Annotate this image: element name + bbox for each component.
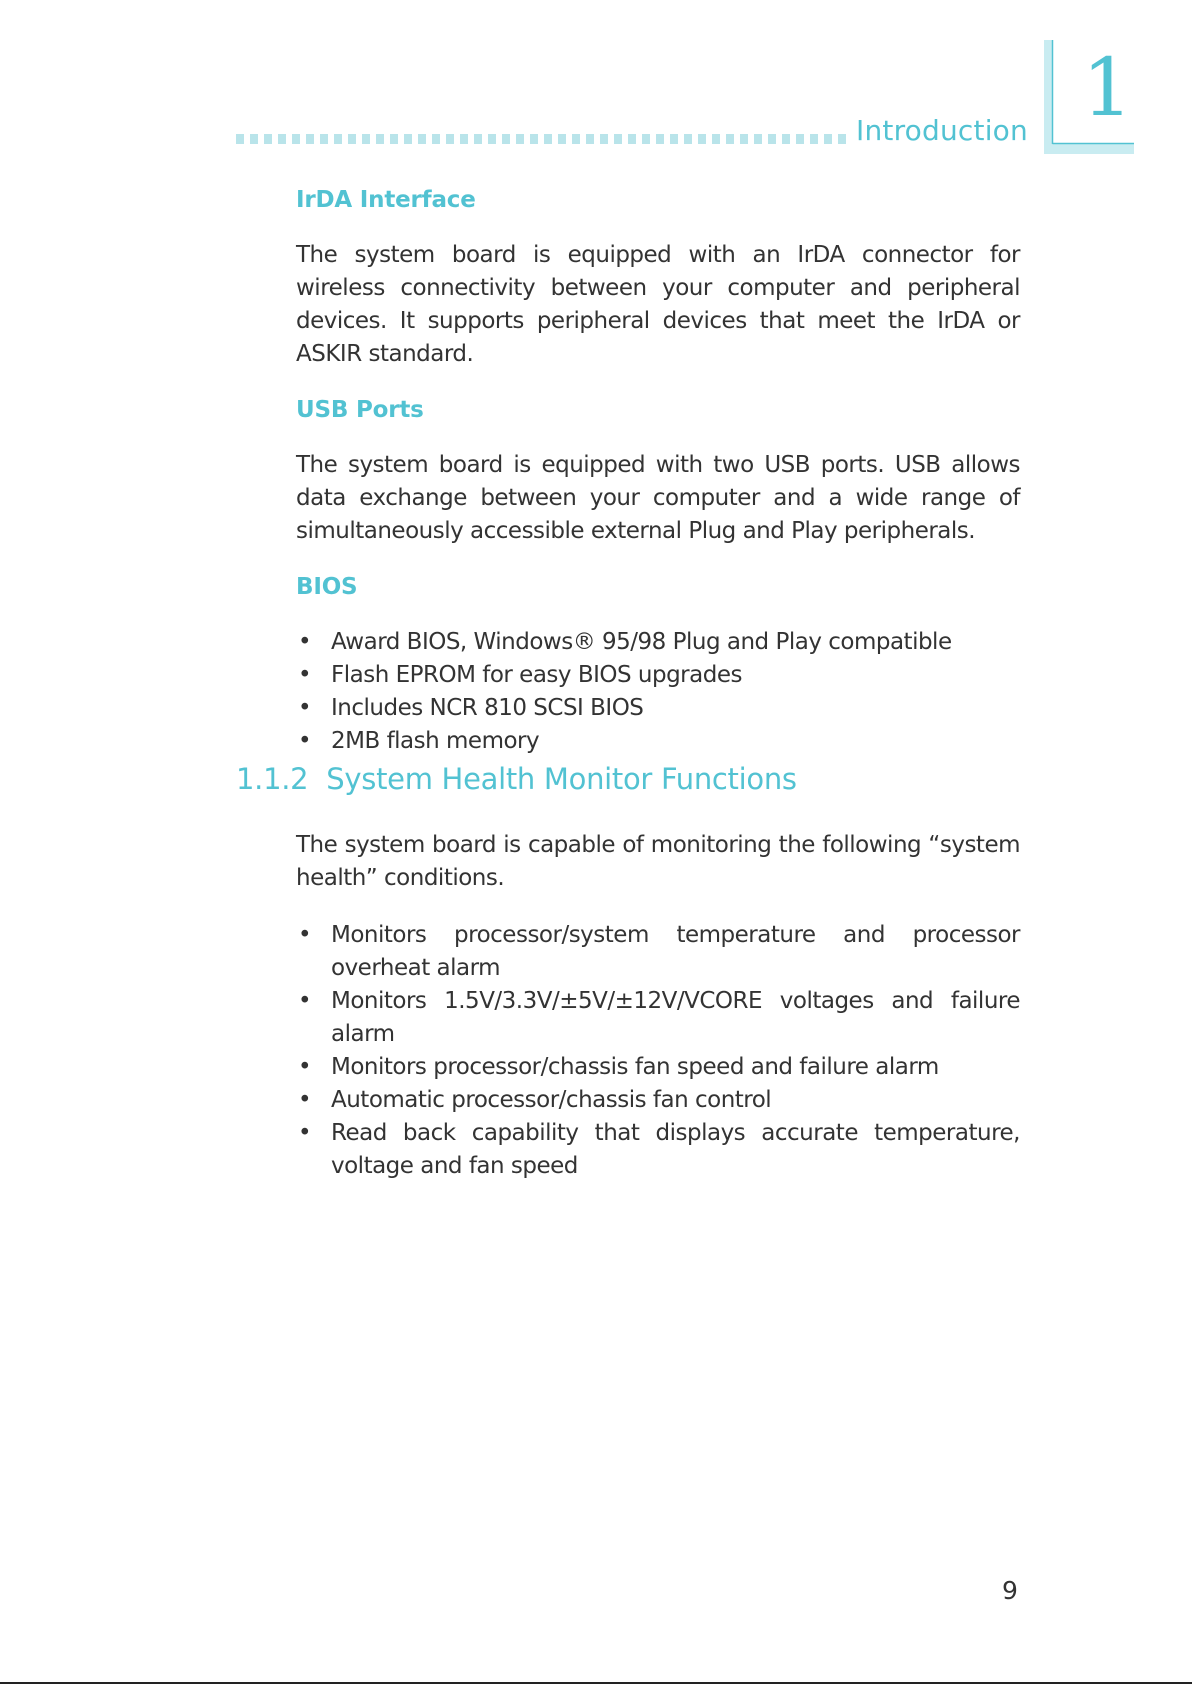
heading-bios: BIOS — [296, 574, 358, 600]
chapter-number: 1 — [1082, 41, 1133, 134]
list-item: • Includes NCR 810 SCSI BIOS — [296, 692, 1020, 725]
bios-feature-list — [296, 626, 1020, 758]
list-item: • Award BIOS, Windows® 95/98 Plug and Play compatible — [296, 626, 1020, 659]
heading-irda: IrDA Interface — [296, 187, 476, 213]
paragraph-usb: The system board is equipped with two USB ports. USB allows data exchange between your computer and a wide range of simultaneously accessible external Plug and Play peripherals. — [296, 452, 1020, 544]
chapter-tab — [1044, 40, 1134, 154]
running-header-title: Introduction — [856, 114, 1028, 147]
bullet-icon: • — [298, 988, 312, 1014]
heading-usb: USB Ports — [296, 397, 424, 423]
bullet-icon: • — [298, 1087, 312, 1113]
bullet-icon: • — [298, 695, 312, 721]
bullet-icon: • — [298, 662, 312, 688]
list-item: • 2MB flash memory — [296, 725, 1020, 758]
list-item: • Monitors 1.5V/3.3V/±5V/±12V/VCORE voltages and failure alarm — [296, 985, 1020, 1051]
section-number: 1.1.2 — [236, 762, 309, 796]
list-item: • Automatic processor/chassis fan control — [296, 1084, 1020, 1117]
section-title: System Health Monitor Functions — [326, 762, 797, 796]
list-item: • Read back capability that displays accurate temperature, voltage and fan speed — [296, 1117, 1020, 1183]
page-number: 9 — [1002, 1576, 1018, 1605]
paragraph-irda: The system board is equipped with an IrDA connector for wireless connectivity between your computer and peripheral devices. It supports peripheral devices that meet the IrDA or ASKIR standard. — [296, 242, 1020, 367]
header-dot-rule — [236, 134, 847, 144]
list-item: • Monitors processor/system temperature and processor overheat alarm — [296, 919, 1020, 985]
list-item: • Monitors processor/chassis fan speed and failure alarm — [296, 1051, 1020, 1084]
main-content — [296, 185, 1020, 758]
list-item: • Flash EPROM for easy BIOS upgrades — [296, 659, 1020, 692]
bottom-rule — [0, 1682, 1192, 1684]
bullet-icon: • — [298, 629, 312, 655]
health-monitor-content — [296, 829, 1020, 1183]
bullet-icon: • — [298, 1054, 312, 1080]
health-feature-list — [296, 919, 1020, 1183]
bullet-icon: • — [298, 728, 312, 754]
section-heading-health-monitor — [236, 762, 797, 796]
paragraph-health-intro: The system board is capable of monitoring the following “system health” conditions. — [296, 832, 1020, 891]
bullet-icon: • — [298, 1120, 312, 1146]
bullet-icon: • — [298, 922, 312, 948]
